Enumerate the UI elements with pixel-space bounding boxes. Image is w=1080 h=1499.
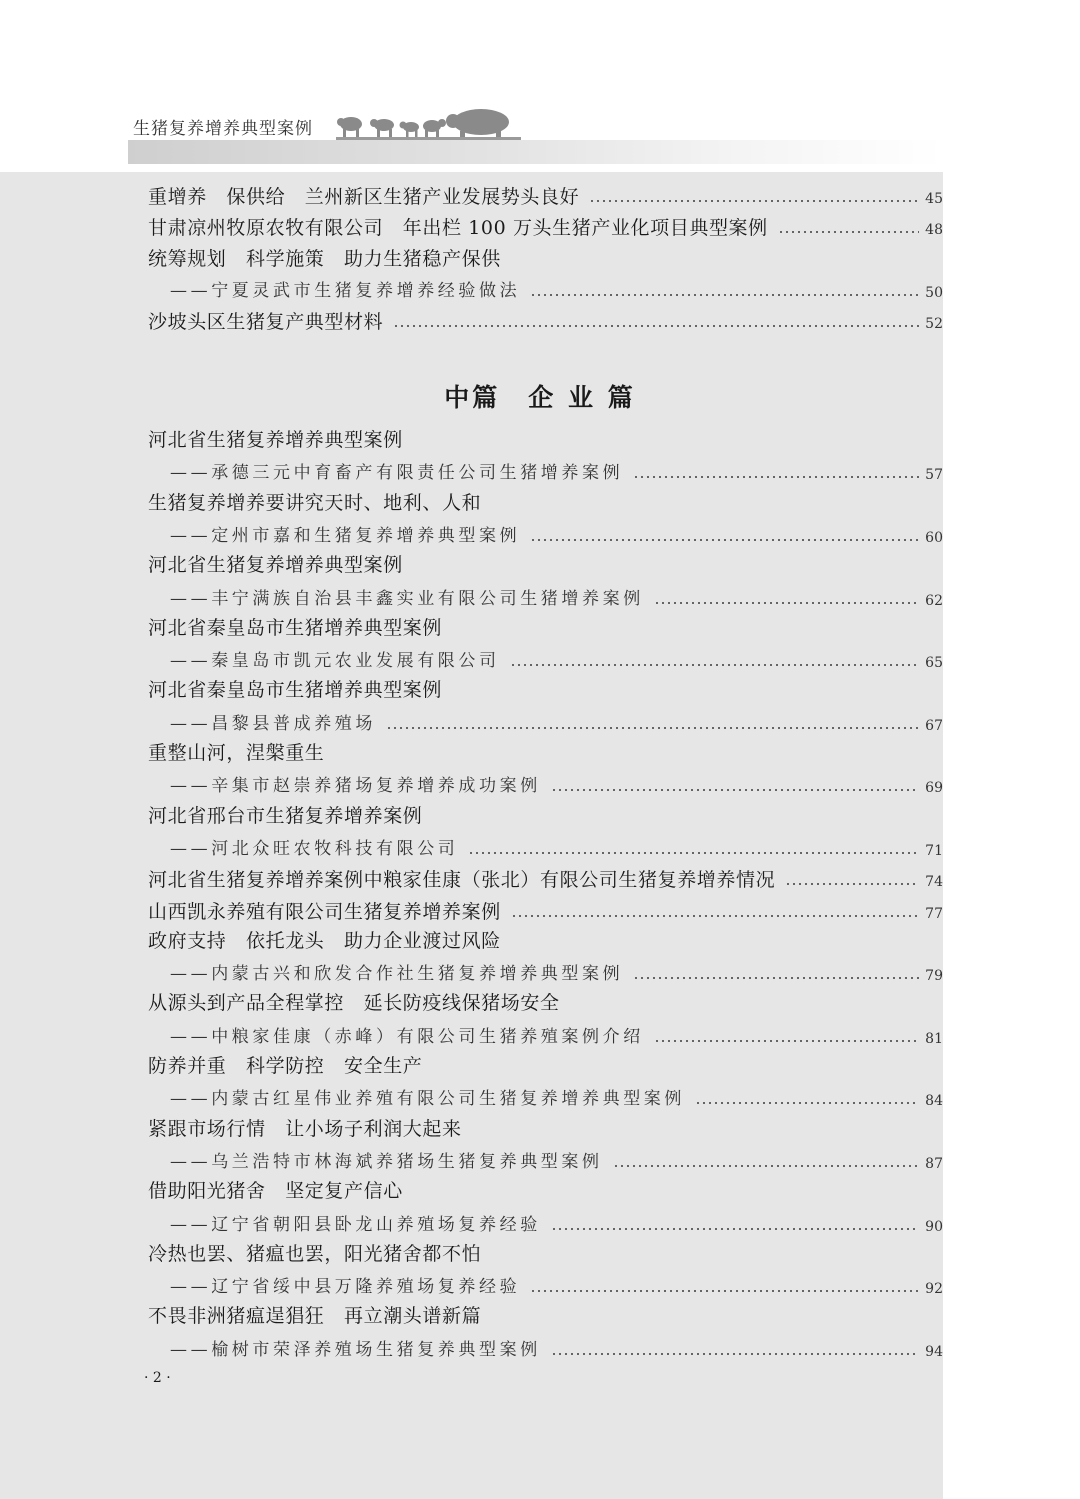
toc-entry-page: 92: [925, 1281, 943, 1297]
toc-subentry-title: ——中粮家佳康（赤峰）有限公司生猪养殖案例介绍: [170, 1027, 644, 1047]
leader-dots: [468, 852, 919, 854]
section-heading: 中篇 企 业 篇: [444, 383, 636, 412]
header-band: [128, 140, 943, 164]
toc-subentry-title: ——丰宁满族自治县丰鑫实业有限公司生猪增养案例: [170, 589, 644, 609]
toc-entry-page: 94: [925, 1344, 943, 1360]
header-title: 生猪复养增养典型案例: [133, 119, 313, 139]
leader-dots: [393, 325, 919, 327]
toc-entry-page: 52: [925, 316, 943, 332]
toc-entry-page: 74: [925, 874, 943, 890]
toc-entry-page: 62: [925, 593, 943, 609]
toc-entry-page: 67: [925, 718, 943, 734]
leader-dots: [530, 1290, 919, 1292]
toc-entry-page: 48: [925, 222, 943, 238]
toc-subentry-title: ——乌兰浩特市林海斌养猪场生猪复养典型案例: [170, 1152, 603, 1172]
toc-entry-title[interactable]: 借助阳光猪舍 坚定复产信心: [148, 1180, 403, 1202]
page-number: · 2 ·: [144, 1370, 171, 1386]
toc-subentry[interactable]: [170, 520, 943, 548]
toc-entry-page: 81: [925, 1031, 943, 1047]
toc-subentry-title: ——定州市嘉和生猪复养增养典型案例: [170, 526, 521, 546]
toc-entry-title[interactable]: 紧跟市场行情 让小场子利润大起来: [148, 1118, 462, 1140]
toc-entry-page: 57: [925, 467, 943, 483]
toc-entry-title: 沙坡头区生猪复产典型材料: [148, 311, 384, 333]
toc-subentry-title: ——昌黎县普成养殖场: [170, 714, 376, 734]
leader-dots: [785, 883, 919, 885]
toc-subentry-title: ——辽宁省绥中县万隆养殖场复养经验: [170, 1277, 521, 1297]
leader-dots: [530, 294, 919, 296]
toc-subentry-title: ——辽宁省朝阳县卧龙山养殖场复养经验: [170, 1215, 541, 1235]
toc-entry-page: 87: [925, 1156, 943, 1172]
toc-entry-title[interactable]: 河北省生猪复养增养典型案例: [148, 554, 403, 576]
leader-dots: [633, 977, 919, 979]
leader-dots: [654, 1040, 919, 1042]
toc-entry-title[interactable]: 河北省生猪复养增养典型案例: [148, 429, 403, 451]
toc-entry-title: 甘肃凉州牧原农牧有限公司 年出栏 100 万头生猪产业化项目典型案例: [148, 217, 768, 239]
leader-dots: [386, 727, 919, 729]
toc-subentry[interactable]: [170, 1209, 943, 1237]
toc-entry-page: 84: [925, 1093, 943, 1109]
toc-subentry-title: ——承德三元中育畜产有限责任公司生猪增养案例: [170, 463, 624, 483]
toc-entry-page: 65: [925, 655, 943, 671]
toc-subentry-title: ——宁夏灵武市生猪复养增养经验做法: [170, 281, 521, 301]
toc-entry-title[interactable]: 统筹规划 科学施策 助力生猪稳产保供: [148, 248, 501, 270]
toc-entry-title[interactable]: 冷热也罢、猪瘟也罢，阳光猪舍都不怕: [148, 1243, 482, 1265]
toc-subentry-title: ——秦皇岛市凯元农业发展有限公司: [170, 651, 500, 671]
toc-subentry[interactable]: [170, 1146, 943, 1174]
toc-entry-title[interactable]: 不畏非洲猪瘟逞猖狂 再立潮头谱新篇: [148, 1305, 482, 1327]
toc-entry[interactable]: [148, 181, 943, 209]
toc-subentry[interactable]: [170, 770, 943, 798]
toc-entry-page: 90: [925, 1219, 943, 1235]
toc-entry-title: 河北省生猪复养增养案例中粮家佳康（张北）有限公司生猪复养增养情况: [148, 869, 776, 891]
toc-subentry[interactable]: [170, 958, 943, 986]
leader-dots: [695, 1102, 919, 1104]
toc-entry-page: 50: [925, 285, 943, 301]
toc-subentry[interactable]: [170, 708, 943, 736]
toc-entry-title[interactable]: 生猪复养增养要讲究天时、地利、人和: [148, 492, 482, 514]
pigs-silhouette-icon: [336, 104, 521, 142]
toc-entry-page: 71: [925, 843, 943, 859]
toc-entry-title: 重增养 保供给 兰州新区生猪产业发展势头良好: [148, 186, 580, 208]
leader-dots: [511, 915, 919, 917]
toc-subentry-title: ——榆树市荣泽养殖场生猪复养典型案例: [170, 1340, 541, 1360]
toc-subentry[interactable]: [170, 645, 943, 673]
toc-entry-title[interactable]: 河北省秦皇岛市生猪增养典型案例: [148, 679, 443, 701]
running-header: [128, 0, 943, 164]
toc-entry-title[interactable]: 防养并重 科学防控 安全生产: [148, 1055, 423, 1077]
leader-dots: [551, 1353, 919, 1355]
toc-subentry[interactable]: [170, 457, 943, 485]
toc-subentry[interactable]: [170, 1271, 943, 1299]
leader-dots: [530, 539, 919, 541]
toc-entry-page: 79: [925, 968, 943, 984]
toc-entry-title[interactable]: 从源头到产品全程掌控 延长防疫线保猪场安全: [148, 992, 560, 1014]
toc-subentry-title: ——河北众旺农牧科技有限公司: [170, 839, 459, 859]
toc-entry-page: 69: [925, 780, 943, 796]
toc-entry[interactable]: [148, 212, 943, 240]
toc-entry-title[interactable]: 河北省邢台市生猪复养增养案例: [148, 805, 423, 827]
toc-subentry-title: ——内蒙古兴和欣发合作社生猪复养增养典型案例: [170, 964, 624, 984]
leader-dots: [633, 476, 919, 478]
toc-entry-page: 45: [925, 191, 943, 207]
toc-subentry[interactable]: [170, 1021, 943, 1049]
toc-subentry[interactable]: [170, 583, 943, 611]
toc-subentry[interactable]: [170, 275, 943, 303]
toc-subentry[interactable]: [170, 833, 943, 861]
leader-dots: [654, 602, 919, 604]
toc-subentry-title: ——辛集市赵崇养猪场复养增养成功案例: [170, 776, 541, 796]
leader-dots: [551, 789, 919, 791]
toc-entry-title[interactable]: 政府支持 依托龙头 助力企业渡过风险: [148, 930, 501, 952]
toc-entry-title[interactable]: 重整山河，涅槃重生: [148, 742, 325, 764]
toc-subentry[interactable]: [170, 1083, 943, 1111]
toc-subentry-title: ——内蒙古红星伟业养殖有限公司生猪复养增养典型案例: [170, 1089, 685, 1109]
leader-dots: [551, 1228, 919, 1230]
leader-dots: [510, 664, 919, 666]
leader-dots: [589, 200, 919, 202]
toc-entry-title: 山西凯永养殖有限公司生猪复养增养案例: [148, 901, 501, 923]
leader-dots: [778, 231, 919, 233]
toc-entry[interactable]: [148, 864, 943, 892]
toc-subentry[interactable]: [170, 1334, 943, 1362]
toc-entry[interactable]: [148, 306, 943, 334]
toc-entry-page: 60: [925, 530, 943, 546]
toc-entry[interactable]: [148, 896, 943, 924]
toc-entry-title[interactable]: 河北省秦皇岛市生猪增养典型案例: [148, 617, 443, 639]
leader-dots: [613, 1165, 919, 1167]
toc-entry-page: 77: [925, 906, 943, 922]
